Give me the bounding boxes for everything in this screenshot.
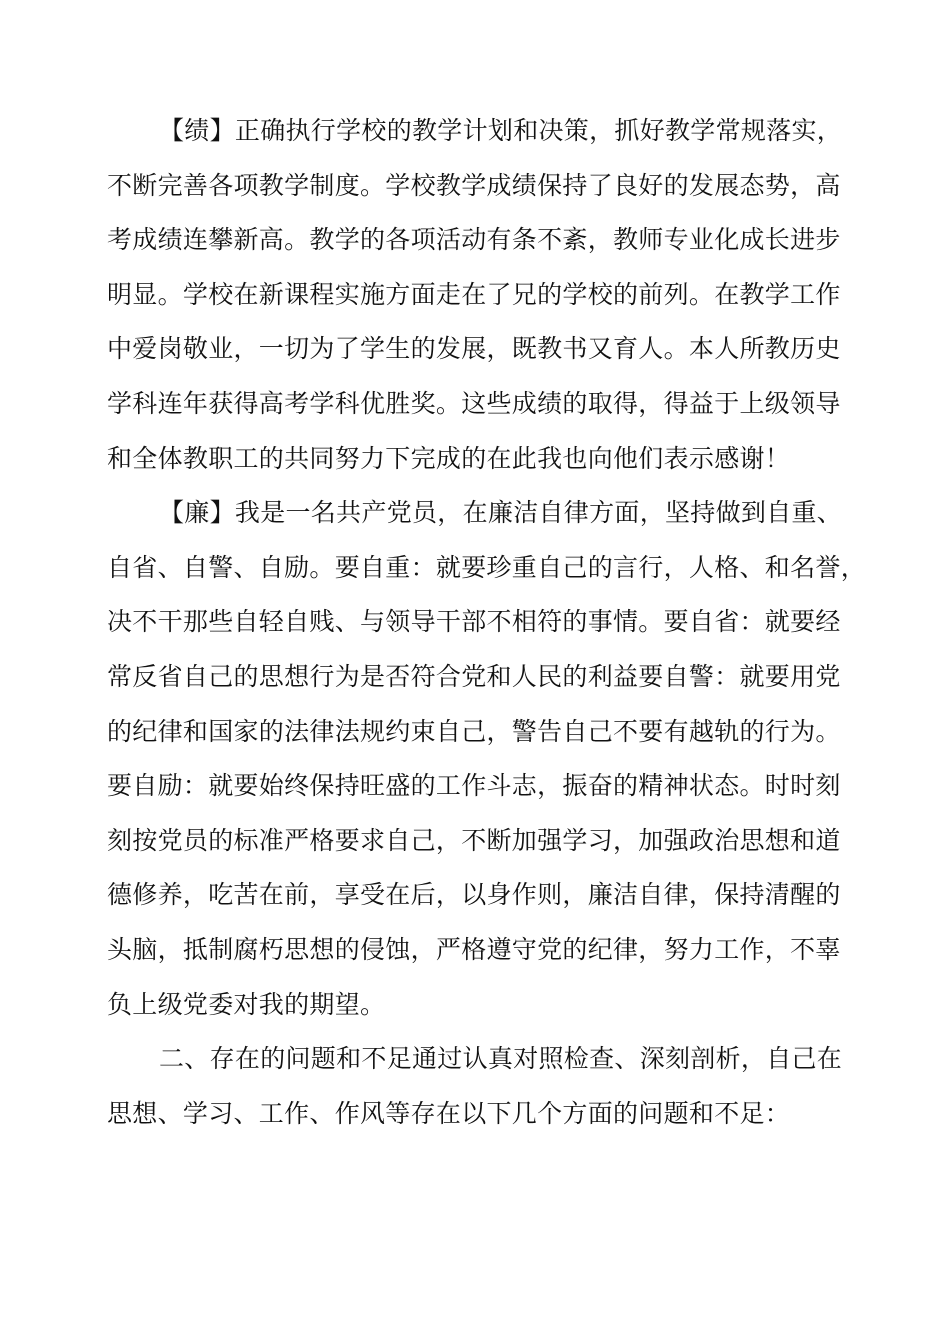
paragraph-line: 不断完善各项教学制度。学校教学成绩保持了良好的发展态势，高 bbox=[107, 170, 841, 200]
paragraph-line: 头脑，抵制腐朽思想的侵蚀，严格遵守党的纪律，努力工作，不辜 bbox=[107, 934, 841, 964]
paragraph-line: 【廉】我是一名共产党员，在廉洁自律方面，坚持做到自重、 bbox=[159, 498, 843, 528]
paragraph-line: 常反省自己的思想行为是否符合党和人民的利益要自警：就要用党 bbox=[107, 661, 841, 691]
paragraph-line: 明显。学校在新课程实施方面走在了兄的学校的前列。在教学工作 bbox=[107, 279, 841, 309]
paragraph-line: 中爱岗敬业，一切为了学生的发展，既教书又育人。本人所教历史 bbox=[107, 334, 841, 364]
paragraph-performance bbox=[107, 104, 847, 486]
paragraph-line: 负上级党委对我的期望。 bbox=[107, 989, 386, 1019]
paragraph-line: 刻按党员的标准严格要求自己，不断加强学习，加强政治思想和道 bbox=[107, 825, 841, 855]
document-body bbox=[107, 104, 867, 1141]
paragraph-line: 德修养，吃苦在前，享受在后，以身作则，廉洁自律，保持清醒的 bbox=[107, 880, 841, 910]
paragraph-line: 二、存在的问题和不足通过认真对照检查、深刻剖析，自己在 bbox=[159, 1044, 843, 1074]
paragraph-line: 自省、自警、自励。要自重：就要珍重自己的言行，人格、和名誉， bbox=[107, 552, 867, 582]
paragraph-line: 决不干那些自轻自贱、与领导干部不相符的事情。要自省：就要经 bbox=[107, 607, 841, 637]
paragraph-line: 思想、学习、工作、作风等存在以下几个方面的问题和不足： bbox=[107, 1098, 791, 1128]
paragraph-line: 和全体教职工的共同努力下完成的在此我也向他们表示感谢！ bbox=[107, 443, 791, 473]
paragraph-problems bbox=[107, 1032, 847, 1141]
paragraph-line: 要自励：就要始终保持旺盛的工作斗志，振奋的精神状态。时时刻 bbox=[107, 771, 841, 801]
paragraph-line: 学科连年获得高考学科优胜奖。这些成绩的取得，得益于上级领导 bbox=[107, 388, 841, 418]
paragraph-integrity bbox=[107, 486, 867, 1032]
paragraph-line: 考成绩连攀新高。教学的各项活动有条不紊，教师专业化成长进步 bbox=[107, 225, 841, 255]
paragraph-line: 【绩】正确执行学校的教学计划和决策，抓好教学常规落实， bbox=[159, 116, 843, 145]
paragraph-line: 的纪律和国家的法律法规约束自己，警告自己不要有越轨的行为。 bbox=[107, 716, 841, 746]
